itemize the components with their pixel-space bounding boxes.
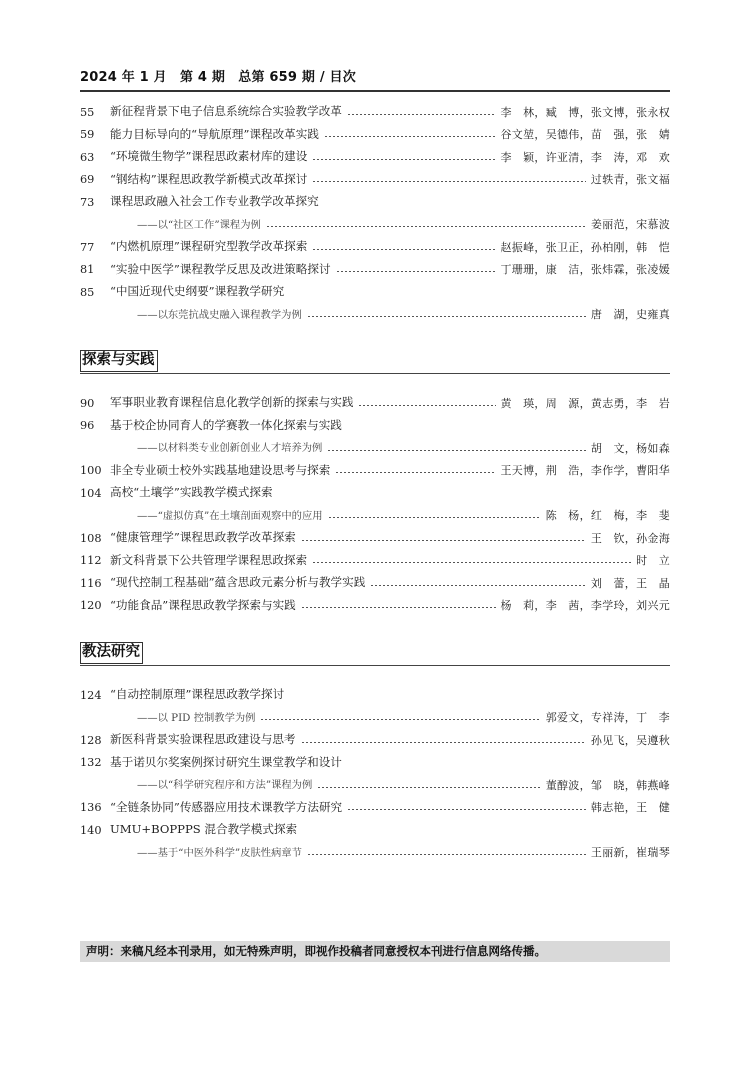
toc-entry[interactable] (80, 169, 670, 192)
page-number: 77 (80, 240, 95, 254)
dot-leader (312, 562, 631, 563)
article-title: “功能食品”课程思政教学探索与实践 (110, 597, 296, 612)
article-title: 新征程背景下电子信息系统综合实验教学改革 (110, 104, 342, 119)
page-number: 132 (80, 756, 102, 770)
article-title: “现代控制工程基础”蕴含思政元素分析与教学实践 (110, 575, 366, 590)
toc-entry[interactable] (80, 392, 670, 415)
dot-leader (317, 787, 540, 788)
article-title: 军事职业教育课程信息化教学创新的探索与实践 (110, 395, 354, 410)
article-authors: 赵振峰，张卫正，孙柏刚，韩 恺 (500, 240, 670, 254)
dot-leader (324, 136, 496, 137)
article-authors: 王 钦，孙金海 (590, 531, 670, 545)
column-heading-method: 教法研究 (80, 642, 143, 664)
article-authors: 胡 文，杨如森 (590, 441, 670, 455)
toc-entry[interactable] (80, 482, 670, 505)
toc-entry[interactable] (80, 819, 670, 842)
page-number: 90 (80, 396, 95, 410)
toc-entry[interactable] (80, 101, 670, 124)
toc-entry[interactable] (80, 684, 670, 707)
article-title: “实验中医学”课程教学反思及改进策略探讨 (110, 261, 331, 276)
toc-entry[interactable] (80, 505, 670, 528)
article-title: 课程思政融入社会工作专业教学改革探究 (110, 194, 319, 209)
article-authors: 孙见飞，吴遵秋 (590, 733, 670, 747)
toc-section-top (80, 101, 670, 326)
toc-entry[interactable] (80, 124, 670, 147)
article-title: “钢结构”课程思政教学新模式改革探讨 (110, 171, 308, 186)
dot-leader (327, 450, 586, 451)
article-title: 基于校企协同育人的学赛教一体化探索与实践 (110, 417, 342, 432)
article-authors: 唐 湖，史雍真 (590, 308, 670, 322)
article-title: UMU+BOPPPS 混合教学模式探索 (110, 822, 298, 837)
toc-entry[interactable] (80, 774, 670, 797)
article-authors: 姜丽范，宋慕波 (590, 218, 670, 232)
article-subtitle: ——以“科学研究程序和方法”课程为例 (137, 779, 313, 792)
toc-entry[interactable] (80, 595, 670, 618)
article-authors: 韩志艳，王 健 (590, 801, 670, 815)
toc-entry[interactable] (80, 304, 670, 327)
dot-leader (336, 271, 496, 272)
article-title: “中国近现代史纲要”课程教学研究 (110, 284, 285, 299)
article-authors: 李 颖，许亚清，李 涛，邓 欢 (500, 150, 670, 164)
article-authors: 黄 瑛，周 源，黄志勇，李 岩 (500, 396, 670, 410)
page-number: 55 (80, 105, 95, 119)
column-divider-explore (80, 373, 670, 374)
article-authors: 谷文堃，吴德伟，苗 强，张 婧 (500, 128, 670, 142)
toc-entry[interactable] (80, 259, 670, 282)
dot-leader (307, 854, 586, 855)
article-authors: 杨 莉，李 茜，李学玲，刘兴元 (500, 599, 670, 613)
article-subtitle: ——基于“中医外科学”皮肤性病章节 (137, 846, 302, 859)
toc-entry[interactable] (80, 527, 670, 550)
article-authors: 王丽新，崔瑞琴 (590, 846, 670, 860)
article-authors: 过轶青，张文福 (590, 173, 670, 187)
page-number: 112 (80, 554, 102, 568)
page-number: 108 (80, 531, 102, 545)
page-number: 73 (80, 195, 95, 209)
dot-leader (370, 585, 586, 586)
article-title: “环境微生物学”课程思政素材库的建设 (110, 149, 308, 164)
article-authors: 郭爱文，专祥涛，丁 李 (545, 711, 670, 725)
dot-leader (307, 316, 586, 317)
toc-entry[interactable] (80, 191, 670, 214)
dot-leader (312, 159, 495, 160)
article-authors: 董醇波，邹 晓，韩燕峰 (545, 778, 670, 792)
article-authors: 时 立 (636, 554, 670, 568)
toc-entry[interactable] (80, 236, 670, 259)
dot-leader (260, 719, 540, 720)
page-header: 2024 年 1 月 第 4 期 总第 659 期 / 目次 (80, 70, 356, 85)
toc-entry[interactable] (80, 572, 670, 595)
dot-leader (312, 249, 495, 250)
dot-leader (301, 607, 496, 608)
column-heading-explore: 探索与实践 (80, 350, 158, 372)
article-subtitle: ——以材料类专业创新创业人才培养为例 (137, 442, 323, 455)
article-authors: 丁珊珊，康 洁，张炜霖，张凌媛 (500, 263, 670, 277)
page-number: 120 (80, 599, 102, 613)
article-subtitle: ——以“社区工作”课程为例 (137, 218, 261, 231)
toc-section-method (80, 684, 670, 864)
toc-entry[interactable] (80, 842, 670, 865)
page-number: 124 (80, 688, 102, 702)
page-number: 116 (80, 576, 102, 590)
page-number: 69 (80, 173, 95, 187)
page-number: 100 (80, 464, 102, 478)
toc-entry[interactable] (80, 550, 670, 573)
copyright-notice: 声明：来稿凡经本刊录用，如无特殊声明，即视作投稿者同意授权本刊进行信息网络传播。 (80, 941, 670, 962)
article-title: 新文科背景下公共管理学课程思政探索 (110, 552, 308, 567)
page-number: 128 (80, 733, 102, 747)
dot-leader (312, 181, 586, 182)
article-authors: 王天博，荆 浩，李作学，曹阳华 (500, 464, 670, 478)
article-subtitle: ——以东莞抗战史融入课程教学为例 (137, 308, 302, 321)
toc-section-explore (80, 392, 670, 617)
dot-leader (347, 114, 496, 115)
page-number: 59 (80, 128, 95, 142)
article-subtitle: ——以 PID 控制教学为例 (137, 711, 256, 724)
article-title: 能力目标导向的“导航原理”课程改革实践 (110, 126, 319, 141)
dot-leader (328, 517, 541, 518)
dot-leader (266, 226, 586, 227)
page-number: 85 (80, 285, 95, 299)
header-divider (80, 90, 670, 92)
dot-leader (358, 405, 495, 406)
article-title: “内燃机原理”课程研究型教学改革探索 (110, 239, 308, 254)
article-title: 新医科背景实验课程思政建设与思考 (110, 732, 296, 747)
toc-entry[interactable] (80, 437, 670, 460)
article-authors: 李 林，臧 博，张文博，张永权 (500, 105, 670, 119)
dot-leader (347, 809, 586, 810)
toc-entry[interactable] (80, 729, 670, 752)
dot-leader (301, 540, 586, 541)
column-divider-method (80, 665, 670, 666)
page-number: 104 (80, 486, 102, 500)
toc-entry[interactable] (80, 214, 670, 237)
article-authors: 刘 蕾，王 晶 (590, 576, 670, 590)
article-title: “全链条协同”传感器应用技术课教学方法研究 (110, 799, 343, 814)
toc-entry[interactable] (80, 415, 670, 438)
toc-entry[interactable] (80, 460, 670, 483)
dot-leader (335, 472, 495, 473)
toc-entry[interactable] (80, 707, 670, 730)
page-number: 96 (80, 419, 95, 433)
article-title: 高校“土壤学”实践教学模式探索 (110, 485, 273, 500)
dot-leader (301, 742, 586, 743)
article-authors: 陈 杨，红 梅，李 斐 (545, 509, 670, 523)
page-number: 136 (80, 801, 102, 815)
toc-entry[interactable] (80, 797, 670, 820)
article-subtitle: ——“虚拟仿真”在土壤剖面观察中的应用 (137, 509, 323, 522)
article-title: 非全专业硕士校外实践基地建设思考与探索 (110, 462, 331, 477)
toc-entry[interactable] (80, 146, 670, 169)
page-number: 81 (80, 263, 95, 277)
page-number: 140 (80, 823, 102, 837)
article-title: “自动控制原理”课程思政教学探讨 (110, 687, 285, 702)
toc-entry[interactable] (80, 281, 670, 304)
article-title: 基于诺贝尔奖案例探讨研究生课堂教学和设计 (110, 754, 342, 769)
page-number: 63 (80, 150, 95, 164)
toc-entry[interactable] (80, 752, 670, 775)
article-title: “健康管理学”课程思政教学改革探索 (110, 530, 296, 545)
